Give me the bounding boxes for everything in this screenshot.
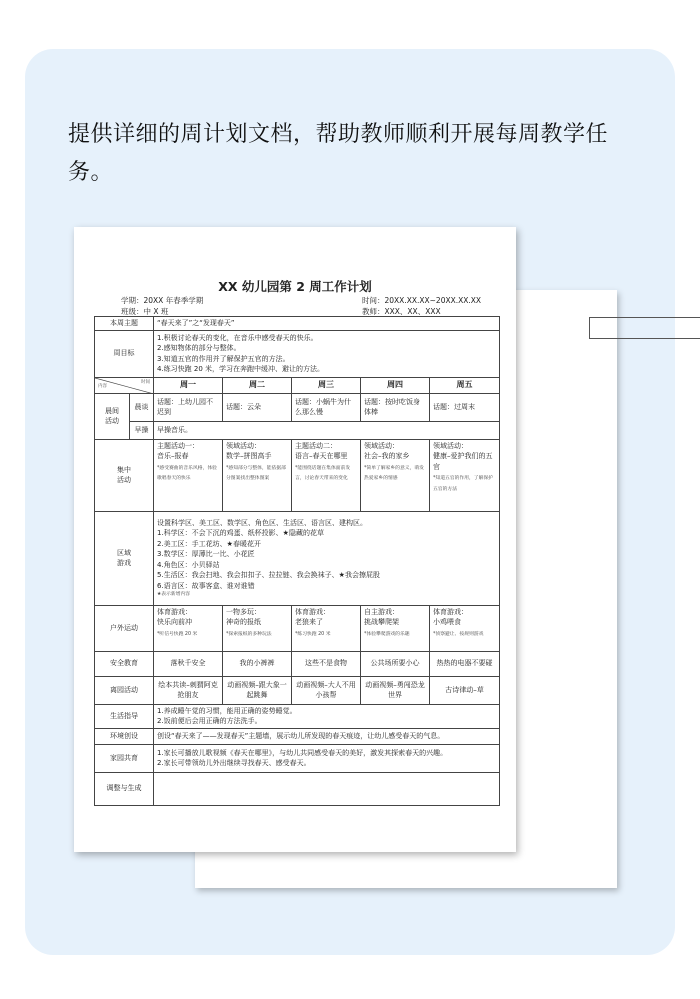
outdoor-name: 挑战攀爬架 [364, 618, 399, 626]
group-activity-note: *知道五官的作用，了解保护五官的方法 [433, 476, 493, 492]
home-line: 2.家长可带领幼儿外出继续寻找春天、感受春天。 [157, 759, 311, 767]
diag-content-label: 内容 [98, 384, 107, 389]
area-line: 设置科学区、美工区、数学区、角色区、生活区、语言区、建构区。 [157, 518, 367, 527]
departure-label: 离园活动 [95, 676, 154, 704]
life-line: 1.养成睡午觉的习惯，能用正确的姿势睡觉。 [157, 706, 297, 715]
goals-label: 周目标 [95, 330, 154, 377]
group-activity-row [95, 439, 500, 511]
time-text: 时间：20XX.XX.XX~20XX.XX.XX [362, 296, 482, 305]
outdoor-note: *探索报纸的多种玩法 [226, 631, 272, 637]
outdoor-title: 一物多玩： [226, 607, 261, 616]
adjustment-label: 调整与生成 [95, 772, 154, 805]
day-header-tue: 周二 [223, 377, 292, 393]
outdoor-label: 户外运动 [95, 605, 154, 651]
outdoor-title: 自主游戏： [364, 607, 399, 616]
group-activity-name: 音乐–报春 [157, 452, 189, 460]
area-line: 6.语言区：故事客盒、谁对谁错 [157, 581, 255, 590]
morning-talk-label: 晨谈 [130, 393, 154, 421]
morning-talk-cell: 话题：小蜗牛为什么那么慢 [292, 393, 361, 421]
morning-exercise-row [95, 421, 500, 439]
area-line: 2.美工区：手工花坊、★春暖花开 [157, 539, 261, 548]
goal-line: 1.积极讨论春天的变化，在音乐中感受春天的快乐。 [157, 333, 318, 342]
outdoor-name: 快乐向前冲 [157, 618, 192, 626]
outdoor-note: *听信号快跑 20 米 [157, 631, 198, 637]
environment-label: 环境创设 [95, 728, 154, 744]
outdoor-title: 体育游戏： [433, 607, 468, 616]
weekly-plan-table [94, 316, 500, 806]
life-line: 2.饭前便后会用正确的方法洗手。 [157, 717, 262, 725]
goal-line: 3.知道五官的作用并了解保护五官的方法。 [157, 354, 290, 363]
goals-cell [154, 330, 500, 377]
morning-talk-cell: 话题：云朵 [223, 393, 292, 421]
safety-cell: 热热的电器不要碰 [430, 651, 500, 676]
area-line: 4.角色区：小贝驿站 [157, 560, 220, 569]
goals-row [95, 330, 500, 377]
goal-line: 2.感知物体的部分与整体。 [157, 344, 241, 352]
group-activity-note: *能围绕话题在集体面前发言，讨论春天带来的变化 [295, 465, 351, 481]
departure-row [95, 676, 500, 704]
outdoor-title: 体育游戏： [295, 607, 330, 616]
departure-cell: 动画视频–勇闯恐龙世界 [361, 676, 430, 704]
outdoor-row [95, 605, 500, 651]
diag-time-label: 时间 [141, 379, 150, 385]
theme-label: 本周主题 [95, 317, 154, 331]
area-game-cell [154, 511, 500, 605]
life-guidance-row [95, 704, 500, 728]
back-sheet-table-edge [589, 317, 700, 339]
front-document-sheet [74, 227, 516, 852]
class-text: 班级：中 X 班 [121, 307, 169, 316]
outdoor-cell [361, 605, 430, 651]
departure-cell: 古诗律动–草 [430, 676, 500, 704]
days-header-row [95, 377, 500, 393]
departure-cell: 绘本共读–刺猬阿克抢朋友 [154, 676, 223, 704]
group-activity-name: 语言–春天在哪里 [295, 452, 348, 460]
area-game-label: 区域 游戏 [95, 511, 154, 605]
morning-exercise-cell: 早操音乐。 [154, 421, 500, 439]
outdoor-cell [292, 605, 361, 651]
group-activity-cell [223, 439, 292, 511]
life-guidance-label: 生活指导 [95, 704, 154, 728]
safety-cell: 这些不是食物 [292, 651, 361, 676]
group-activity-name: 数学–拼图高手 [226, 452, 272, 460]
departure-cell: 动画视频–大人不用小孩帮 [292, 676, 361, 704]
morning-talk-cell: 话题：按时吃饭身体棒 [361, 393, 430, 421]
teachers-text: 教师：XXX、XX、XXX [362, 307, 441, 316]
adjustment-row [95, 772, 500, 805]
document-title: XX 幼儿园第 2 周工作计划 [218, 279, 372, 294]
morning-exercise-label: 早操 [130, 421, 154, 439]
safety-label: 安全教育 [95, 651, 154, 676]
home-school-label: 家园共育 [95, 744, 154, 772]
area-line: 3.数学区：厚薄比一比、小花匠 [157, 550, 255, 559]
safety-cell: 落秋千安全 [154, 651, 223, 676]
group-activity-cell [154, 439, 223, 511]
day-header-thu: 周四 [361, 377, 430, 393]
morning-talk-cell: 话题：上幼儿园不迟到 [154, 393, 223, 421]
home-line: 1.家长可播放儿歌视频《春天在哪里》，与幼儿共同感受春天的美好，激发其探索春天的兴趣。 [157, 748, 448, 757]
home-school-row [95, 744, 500, 772]
group-activity-cell [361, 439, 430, 511]
outdoor-cell [154, 605, 223, 651]
group-activity-cell [292, 439, 361, 511]
home-school-cell [154, 744, 500, 772]
area-line: 1.科学区：不会下沉的鸡蛋、纸杯投影、★隐藏的花草 [157, 529, 324, 538]
theme-value: “春天来了”之“发现春天” [154, 317, 500, 331]
group-activity-title: 主题活动一： [157, 441, 199, 450]
area-line: 5.生活区：我会扫地、我会扣扣子、拉拉链、我会换袜子、★我会擦屁股 [157, 571, 380, 580]
morning-activity-label: 晨间 活动 [95, 393, 130, 439]
group-activity-note: *感知部分与整体，能依据部分图案找出整体图案 [226, 465, 286, 481]
safety-cell: 公共场所要小心 [361, 651, 430, 676]
group-activity-title: 领域活动： [433, 441, 468, 450]
adjustment-cell [154, 772, 500, 805]
group-activity-label: 集中 活动 [95, 439, 154, 511]
day-header-wed: 周三 [292, 377, 361, 393]
morning-talk-cell: 话题：过周末 [430, 393, 500, 421]
group-activity-title: 主题活动二： [295, 441, 337, 450]
outdoor-note: *体验攀爬游戏的乐趣 [364, 631, 410, 637]
outdoor-title: 体育游戏： [157, 607, 192, 616]
environment-row [95, 728, 500, 744]
group-activity-note: *感受赛曲的音乐风格，体验歌唱春天的快乐 [157, 465, 217, 481]
life-guidance-cell [154, 704, 500, 728]
outdoor-cell [223, 605, 292, 651]
group-activity-title: 领域活动： [364, 441, 399, 450]
area-game-row [95, 511, 500, 605]
group-activity-title: 领域活动： [226, 441, 261, 450]
departure-cell: 动画视频–跟大象一起跳舞 [223, 676, 292, 704]
outdoor-name: 神奇的报纸 [226, 618, 261, 626]
group-activity-name: 健康–爱护我们的五官 [433, 452, 493, 471]
theme-row [95, 317, 500, 331]
group-activity-note: *简单了解家乡的意义，萌发热爱家乡的情感 [364, 465, 424, 481]
day-header-fri: 周五 [430, 377, 500, 393]
area-note: ★表示新增内容 [157, 592, 191, 598]
day-header-mon: 周一 [154, 377, 223, 393]
outdoor-name: 老狼来了 [295, 618, 323, 626]
outdoor-note: *练习快跑 20 米 [295, 631, 331, 637]
goal-line: 4.练习快跑 20 米，学习在奔跑中缓冲、避让的方法。 [157, 365, 325, 373]
diagonal-header-cell [95, 377, 154, 393]
outdoor-cell [430, 605, 500, 651]
safety-row [95, 651, 500, 676]
group-activity-name: 社会–我的家乡 [364, 452, 410, 460]
environment-cell: 创设“春天来了——发现春天”主题墙，展示幼儿所发现的春天痕迹，让幼儿感受春天的气息。 [154, 728, 500, 744]
group-activity-cell [430, 439, 500, 511]
safety-cell: 我的小裤裤 [223, 651, 292, 676]
headline: 提供详细的周计划文档，帮助教师顺利开展每周教学任务。 [68, 122, 609, 185]
outdoor-name: 小鸡喂食 [433, 618, 461, 626]
outdoor-note: *侦察避让、按规则游戏 [433, 631, 484, 637]
morning-talk-row [95, 393, 500, 421]
semester-text: 学期：20XX 年春季学期 [121, 296, 204, 305]
